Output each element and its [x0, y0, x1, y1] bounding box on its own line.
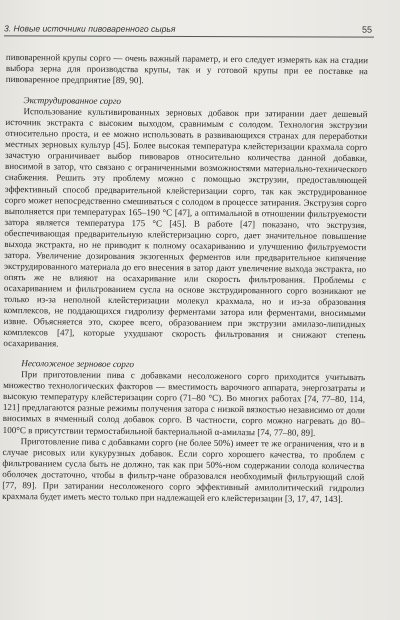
intro-paragraph: пивоваренной крупы сорго — очень важный параметр, и его следует измерять как на стадии выбора зерна для производства крупы, так и у готовой крупы при ее поставке на пивоваренное предприятие [89, 90].: [5, 52, 368, 86]
running-header: [4, 23, 374, 37]
section-heading-unmalted-sorghum: Несоложеное зерновое сорго: [21, 358, 135, 370]
section-heading-extruded-sorghum: Экструдированное сорго: [23, 95, 122, 107]
paragraph: При приготовлении пива с добавками несоложеного сорго приходится учитывать множество технологических факторов — вместимость варочного аппарата, энергозатраты и высокую температуру клейстеризации сорго (71–80 °С). Во многих работах [74, 77–80, 114, 121] предлагаются разные режимы получения затора с низкой вязкостью независимо от доли вносимых в ячменный солод добавок сорго. В частности, сорго можно нагревать до 80–100°С в присутствии термостабильной бактериальной α-амилазы [74, 77–80, 89].: [2, 369, 366, 438]
paragraph: Использование культивированных зерновых добавок при затирании дает дешевый источник экстракта с высоким выходом, сравнимым с солодом. Технология экструзии относительно проста, и ее можно использовать в развивающихся странах для переработки местных зерновых культур [45]. Более высокая температура клейстеризации крахмала сорго зачастую ограничивает выбор пивоваров относительно количества данной добавки, вносимой в затор, что связано с ограниченными возможностями материально-технического снабжения. Решить эту проблему можно с помощью экструзии, предоставляющей эффективный способ предварительной клейстеризации сорго, так как экструдированное сорго может непосредственно смешиваться с солодом в процессе затирания. Экструзия сорго выполняется при температурах 165–190 °С [47], а оптимальной в отношении фильтруемости затора является температура 175 °С [45]. В работе [47] показано, что экструзия, обеспечивающая предварительную клейстеризацию сорго, дает значительное повышение выхода экстракта, но не приводит к полному осахариванию и улучшению фильтруемости затора. Увеличение дозирования экзогенных ферментов или предварительное кипячение экструдированного материала до его внесения в затор дают увеличение выхода экстракта, но опять же не влияют на осахаривание или скорость фильтрования. Проблемы с осахариванием и фильтрованием сусла на основе экструдированного сорго возникают не только из-за неполной клейстеризации молекул крахмала, но и из-за образования комплексов, не поддающихся гидролизу ферментами затора или ферментами, вносимыми извне. Объясняется это, скорее всего, образованием при экструзии амилазо-липидных комплексов [47], которые ухудшают скорость фильтрования и снижают степень осахаривания.: [3, 106, 368, 349]
page-body: [2, 52, 368, 505]
page-number: 55: [361, 24, 373, 35]
chapter-title: 3. Новые источники пивоваренного сырья: [3, 23, 176, 34]
paragraph: Приготовление пива с добавками сорго (не более 50%) имеет те же ограничения, что и в случае рисовых или кукурузных добавок. Если сорго хорошего качества, то проблем с фильтрованием сусла быть не должно, так как при 50%-ном содержании солода количества оболочек достаточно, чтобы в фильтр-чане образовался необходимый фильтрующий слой [77, 89]. При затирании несоложеного сорго эффективный амилолитический гидролиз крахмала будет иметь место только при надлежащей его клейстеризации [3, 17, 47, 143].: [2, 435, 365, 504]
